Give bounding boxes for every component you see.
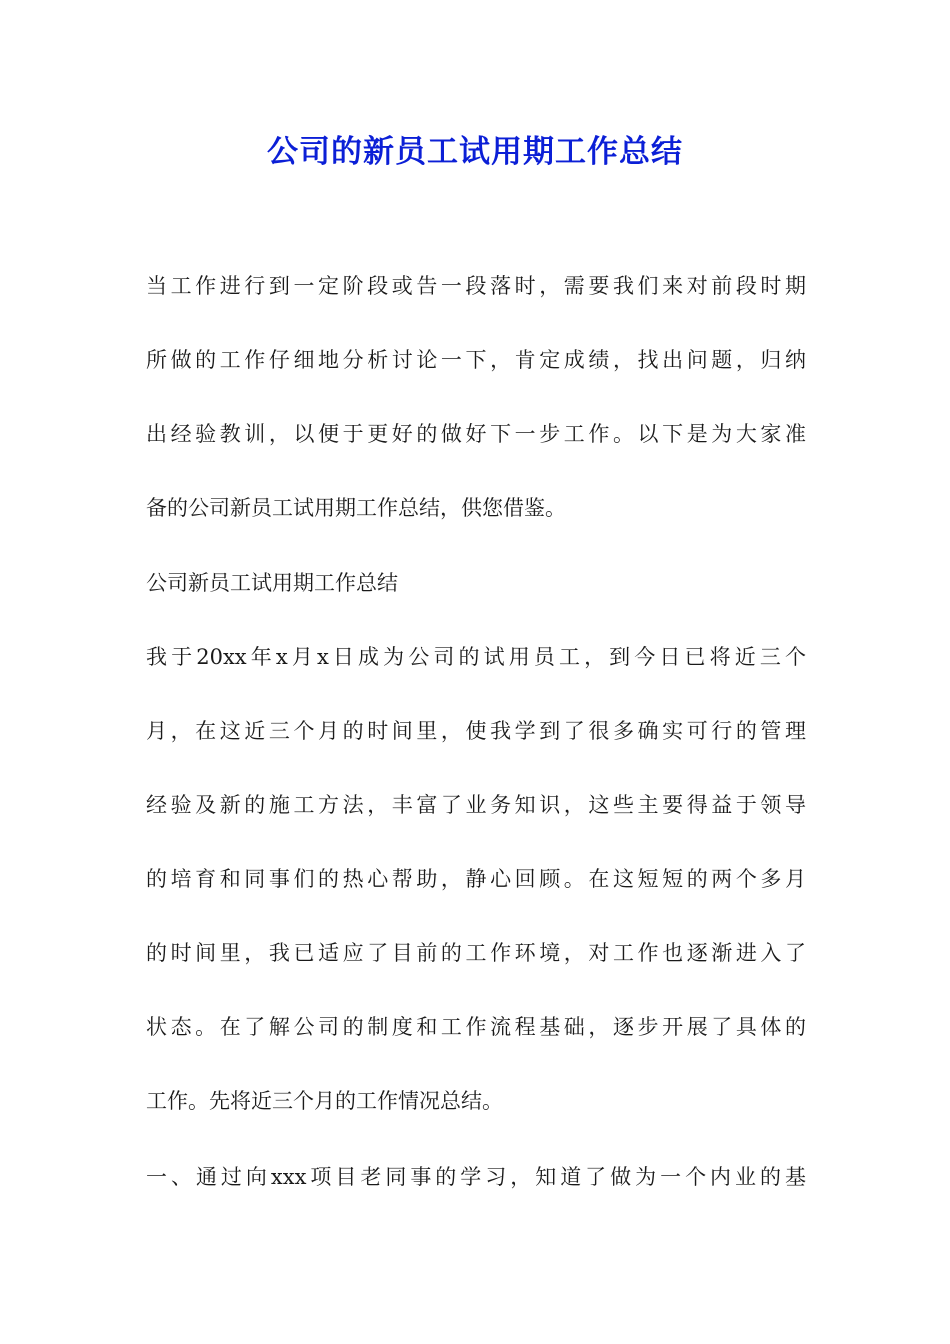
- paragraph-line: 的培育和同事们的热心帮助，静心回顾。在这短短的两个多月: [146, 867, 806, 891]
- intro-paragraph: [146, 249, 806, 545]
- paragraph-line: 经验及新的施工方法，丰富了业务知识，这些主要得益于领导: [146, 793, 806, 817]
- paragraph-line: 状态。在了解公司的制度和工作流程基础，逐步开展了具体的: [146, 1015, 806, 1039]
- section-subheading: [146, 546, 806, 620]
- paragraph-line: 我于20xx年x月x日成为公司的试用员工，到今日已将近三个: [146, 645, 806, 669]
- paragraph-line: 工作。先将近三个月的工作情况总结。: [146, 1089, 503, 1113]
- paragraph-line: 备的公司新员工试用期工作总结，供您借鉴。: [146, 496, 566, 520]
- subheading-text: 公司新员工试用期工作总结: [146, 571, 398, 595]
- paragraph-line: 所做的工作仔细地分析讨论一下，肯定成绩，找出问题，归纳: [146, 348, 806, 372]
- list-item-paragraph: [146, 1140, 806, 1214]
- document-title: 公司的新员工试用期工作总结: [267, 134, 683, 170]
- paragraph-line: 的时间里，我已适应了目前的工作环境，对工作也逐渐进入了: [146, 941, 806, 965]
- paragraph-line: 月，在这近三个月的时间里，使我学到了很多确实可行的管理: [146, 719, 806, 743]
- paragraph-line: 当工作进行到一定阶段或告一段落时，需要我们来对前段时期: [146, 274, 806, 298]
- paragraph-line: 一、通过向xxx项目老同事的学习，知道了做为一个内业的基: [146, 1165, 806, 1189]
- body-paragraph: [146, 620, 806, 1138]
- paragraph-line: 出经验教训，以便于更好的做好下一步工作。以下是为大家准: [146, 422, 806, 446]
